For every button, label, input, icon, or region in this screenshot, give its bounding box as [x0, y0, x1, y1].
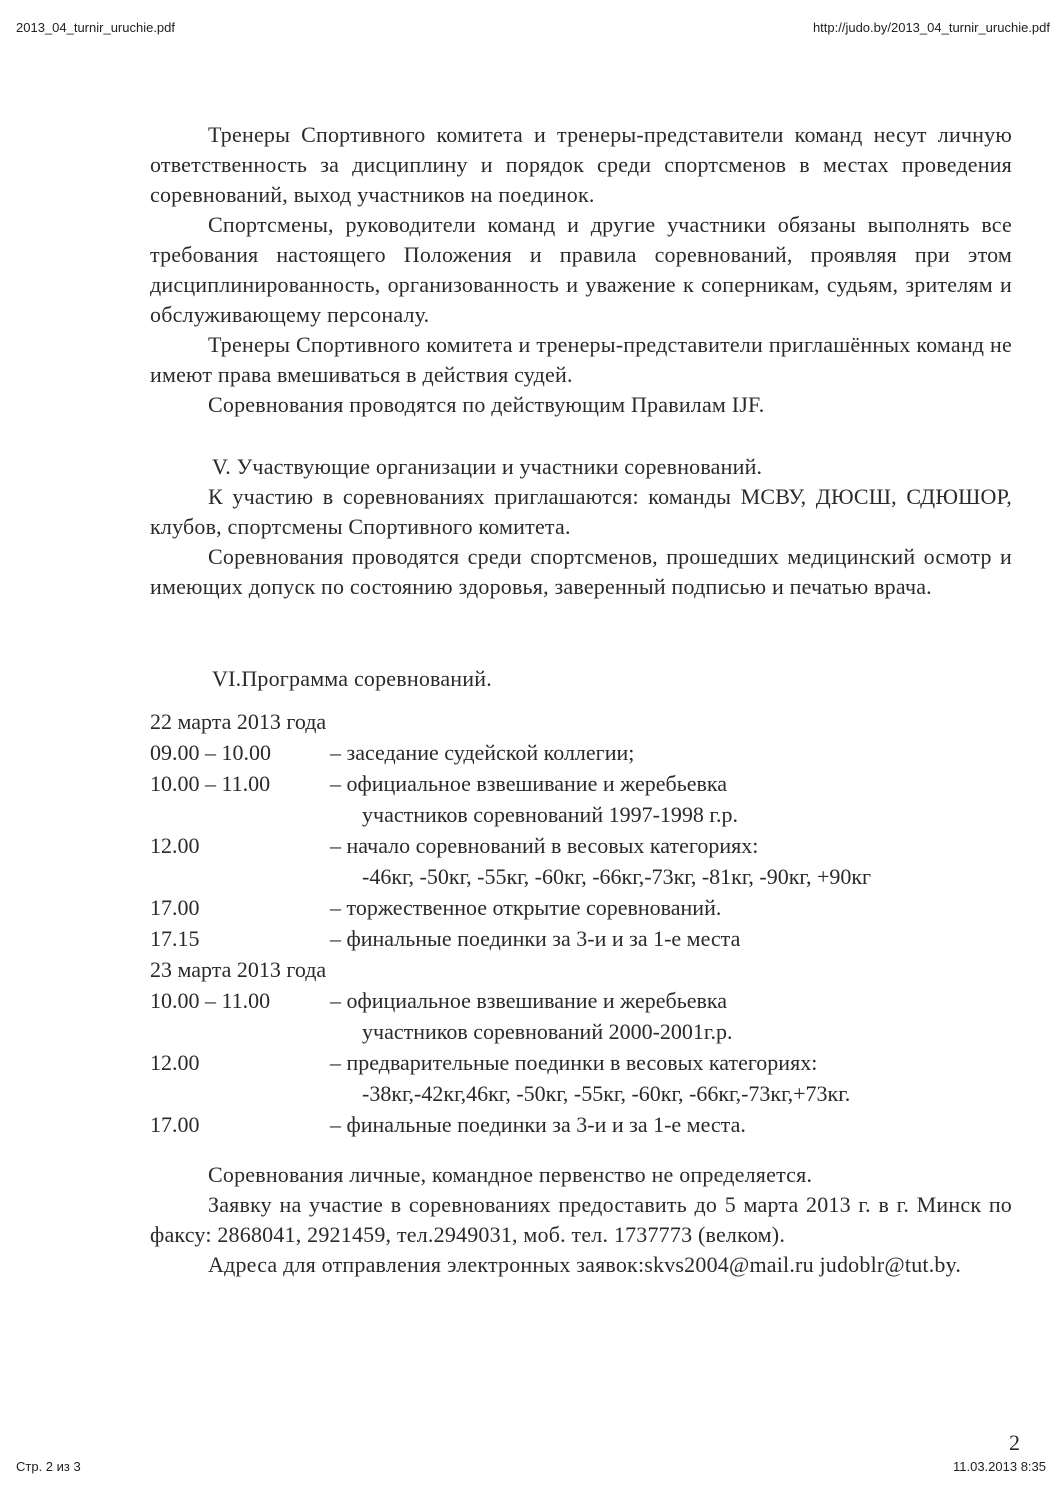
pdf-filename: 2013_04_turnir_uruchie.pdf: [16, 20, 176, 35]
program-schedule: [150, 706, 1012, 1140]
day-2-date: 23 марта 2013 года: [150, 957, 327, 982]
closing-section: [150, 1160, 1012, 1280]
participants-section: [150, 452, 1012, 602]
schedule-description: – официальное взвешивание и жеребьевка: [330, 771, 728, 796]
page-number: 2: [1009, 1430, 1020, 1455]
schedule-time: 10.00 – 11.00: [150, 988, 271, 1013]
section-vi-heading: VI.Программа соревнований.: [212, 666, 492, 691]
schedule-continuation: участников соревнований 1997-1998 г.р.: [362, 802, 738, 827]
schedule-row: [150, 830, 1012, 861]
schedule-row: [150, 737, 1012, 768]
invited-teams-paragraph: К участию в соревнованиях приглашаются: команды МСВУ, ДЮСШ, СДЮШОР, клубов, спортсмены Спортивного комитета.: [150, 484, 1012, 539]
schedule-time: 12.00: [150, 833, 200, 858]
rules-section: [150, 120, 1012, 420]
schedule-row: [150, 1109, 1012, 1140]
schedule-description: – начало соревнований в весовых категориях:: [330, 833, 759, 858]
print-timestamp: 11.03.2013 8:35: [952, 1459, 1046, 1474]
coaches-responsibility-paragraph: Тренеры Спортивного комитета и тренеры-представители команд несут личную ответственность за дисциплину и порядок среди спортсменов в местах проведения соревнований, выход участников на поединок.: [150, 122, 1012, 207]
schedule-description: – заседание судейской коллегии;: [330, 740, 635, 765]
program-heading-block: [150, 664, 1012, 694]
page-counter: Стр. 2 из 3: [16, 1459, 81, 1474]
schedule-time: 17.00: [150, 895, 200, 920]
schedule-continuation: -46кг, -50кг, -55кг, -60кг, -66кг,-73кг, -81кг, -90кг, +90кг: [362, 864, 872, 889]
personal-competition-paragraph: Соревнования личные, командное первенство не определяется.: [208, 1162, 813, 1187]
schedule-time: 17.15: [150, 926, 200, 951]
schedule-description: – предварительные поединки в весовых категориях:: [330, 1050, 818, 1075]
schedule-description: – официальное взвешивание и жеребьевка: [330, 988, 728, 1013]
schedule-description: – торжественное открытие соревнований.: [330, 895, 722, 920]
medical-admission-paragraph: Соревнования проводятся среди спортсменов, прошедших медицинский осмотр и имеющих допуск по состоянию здоровья, заверенный подписью и печатью врача.: [150, 544, 1012, 599]
schedule-description: – финальные поединки за 3-и и за 1-е места.: [330, 1112, 746, 1137]
email-addresses-paragraph: Адреса для отправления электронных заявок:skvs2004@mail.ru judoblr@tut.by.: [208, 1252, 962, 1277]
pdf-url: http://judo.by/2013_04_turnir_uruchie.pdf: [812, 20, 1050, 35]
judges-noninterference-paragraph: Тренеры Спортивного комитета и тренеры-представители приглашённых команд не имеют права вмешиваться в действия судей.: [150, 332, 1012, 387]
schedule-time: 10.00 – 11.00: [150, 771, 271, 796]
schedule-time: 17.00: [150, 1112, 200, 1137]
schedule-continuation: -38кг,-42кг,46кг, -50кг, -55кг, -60кг, -66кг,-73кг,+73кг.: [362, 1081, 851, 1106]
application-paragraph: Заявку на участие в соревнованиях предоставить до 5 марта 2013 г. в г. Минск по факсу: 2868041, 2921459, тел.2949031, моб. тел. 1737773 (велком).: [150, 1192, 1012, 1247]
schedule-row: [150, 892, 1012, 923]
schedule-time: 09.00 – 10.00: [150, 740, 271, 765]
ijf-rules-paragraph: Соревнования проводятся по действующим Правилам IJF.: [208, 392, 765, 417]
schedule-time: 12.00: [150, 1050, 200, 1075]
schedule-row: [150, 768, 1012, 799]
athletes-obligations-paragraph: Спортсмены, руководители команд и другие участники обязаны выполнять все требования настоящего Положения и правила соревнований, проявляя при этом дисциплинированность, организованность и уважение к соперникам, судьям, зрителям и обслуживающему персоналу.: [150, 212, 1012, 327]
schedule-row: [150, 985, 1012, 1016]
day-1-date: 22 марта 2013 года: [150, 709, 327, 734]
schedule-continuation: участников соревнований 2000-2001г.р.: [362, 1019, 733, 1044]
schedule-row: [150, 923, 1012, 954]
section-v-heading: V. Участвующие организации и участники соревнований.: [212, 454, 763, 479]
schedule-description: – финальные поединки за 3-и и за 1-е места: [330, 926, 741, 951]
schedule-row: [150, 1047, 1012, 1078]
